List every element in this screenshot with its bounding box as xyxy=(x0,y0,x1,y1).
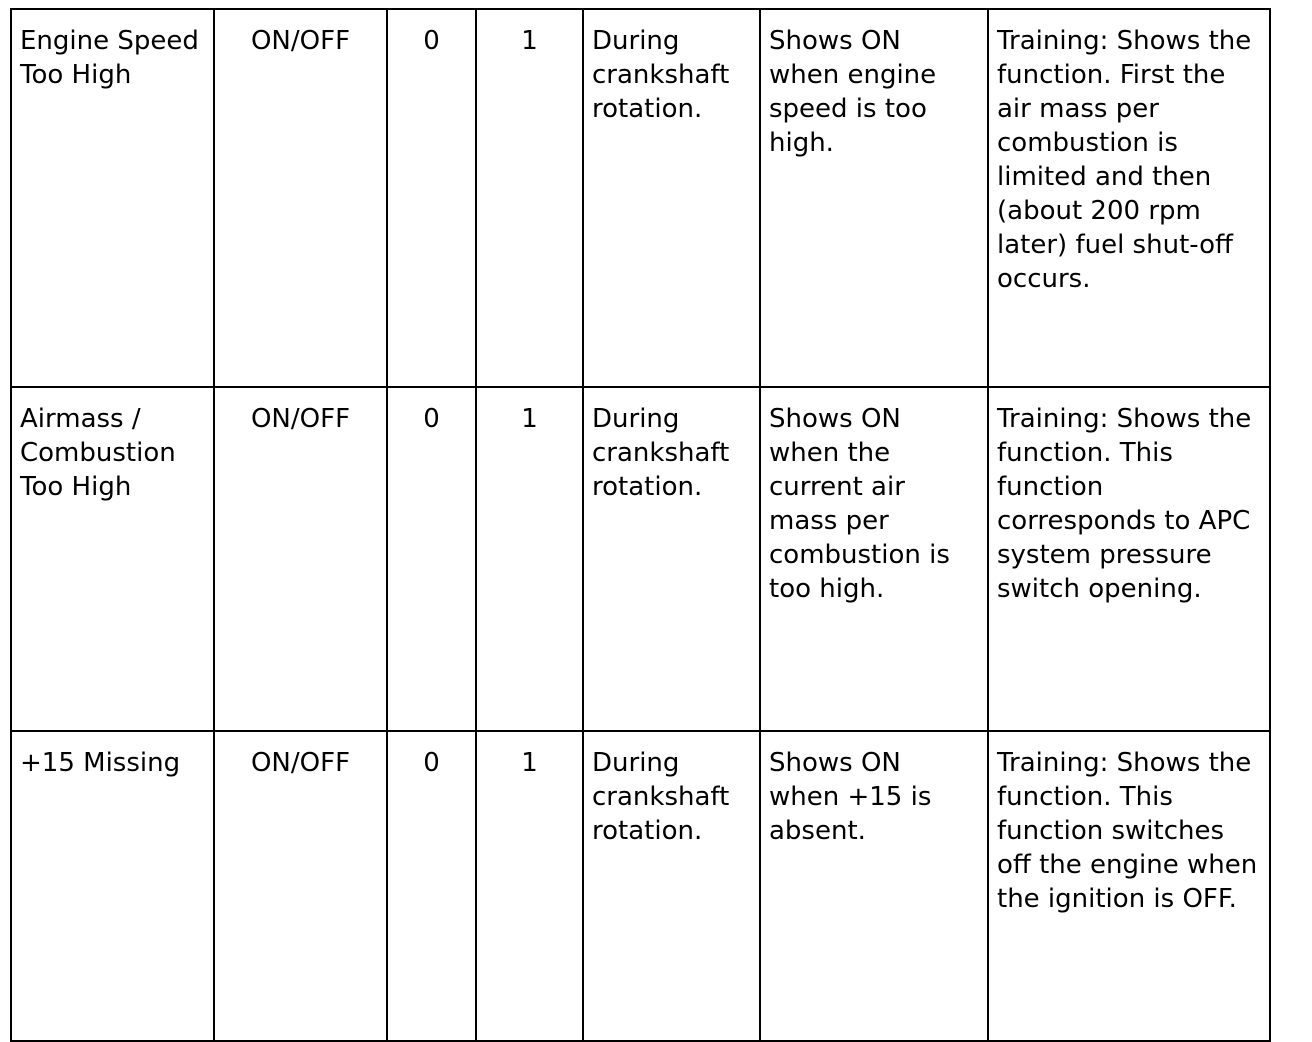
min-value-cell: 0 xyxy=(387,9,476,387)
max-value-cell: 1 xyxy=(476,731,583,1041)
parameter-name-cell: +15 Missing xyxy=(11,731,214,1041)
unit-cell: ON/OFF xyxy=(214,387,387,731)
min-value-cell: 0 xyxy=(387,731,476,1041)
unit-cell: ON/OFF xyxy=(214,731,387,1041)
description-cell: Shows ON when the current air mass per combustion is too high. xyxy=(760,387,988,731)
description-cell: Shows ON when +15 is absent. xyxy=(760,731,988,1041)
notes-cell: Training: Shows the function. This function corresponds to APC system pressure switch opening. xyxy=(988,387,1270,731)
condition-cell: During crankshaft rotation. xyxy=(583,731,760,1041)
max-value-cell: 1 xyxy=(476,9,583,387)
table-row xyxy=(11,9,1270,387)
condition-cell: During crankshaft rotation. xyxy=(583,9,760,387)
condition-cell: During crankshaft rotation. xyxy=(583,387,760,731)
parameter-name-cell: Engine Speed Too High xyxy=(11,9,214,387)
notes-cell: Training: Shows the function. This function switches off the engine when the ignition is OFF. xyxy=(988,731,1270,1041)
notes-cell: Training: Shows the function. First the air mass per combustion is limited and then (about 200 rpm later) fuel shut-off occurs. xyxy=(988,9,1270,387)
parameter-name-cell: Airmass / Combustion Too High xyxy=(11,387,214,731)
description-cell: Shows ON when engine speed is too high. xyxy=(760,9,988,387)
parameter-table xyxy=(10,8,1271,1042)
table-row xyxy=(11,731,1270,1041)
min-value-cell: 0 xyxy=(387,387,476,731)
max-value-cell: 1 xyxy=(476,387,583,731)
unit-cell: ON/OFF xyxy=(214,9,387,387)
table-row xyxy=(11,387,1270,731)
